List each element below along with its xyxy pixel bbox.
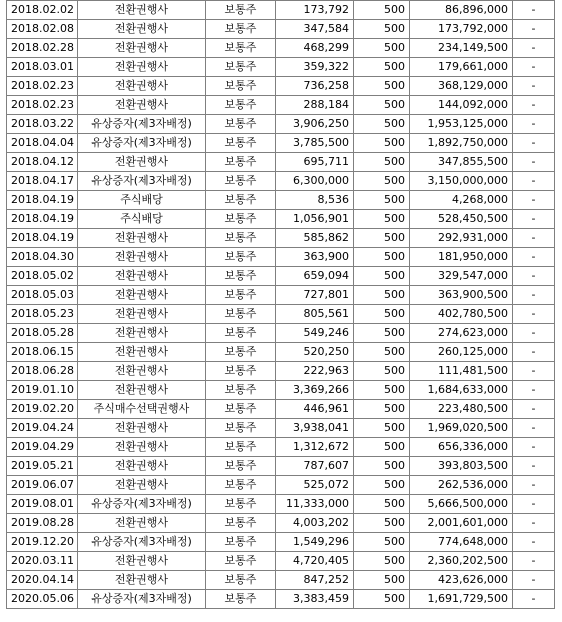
par-value-cell: 500 [354, 96, 410, 115]
par-value-cell: 500 [354, 438, 410, 457]
issue-type-cell: 유상증자(제3자배정) [78, 533, 206, 552]
issue-date-cell: 2018.06.15 [7, 343, 78, 362]
table-row [7, 39, 555, 58]
issue-type-cell: 전환권행사 [78, 286, 206, 305]
issue-type-cell: 유상증자(제3자배정) [78, 495, 206, 514]
par-value-cell: 500 [354, 267, 410, 286]
issue-date-cell: 2018.03.01 [7, 58, 78, 77]
table-row [7, 134, 555, 153]
quantity-cell: 805,561 [276, 305, 354, 324]
stock-kind-cell: 보통주 [206, 495, 276, 514]
note-cell: - [513, 20, 555, 39]
issue-type-cell: 전환권행사 [78, 324, 206, 343]
issue-amount-cell: 393,803,500 [410, 457, 513, 476]
issue-date-cell: 2019.08.28 [7, 514, 78, 533]
table-row [7, 495, 555, 514]
table-row [7, 115, 555, 134]
note-cell: - [513, 552, 555, 571]
par-value-cell: 500 [354, 552, 410, 571]
par-value-cell: 500 [354, 514, 410, 533]
issue-date-cell: 2019.02.20 [7, 400, 78, 419]
issue-date-cell: 2018.02.23 [7, 77, 78, 96]
table-row [7, 381, 555, 400]
quantity-cell: 525,072 [276, 476, 354, 495]
table-row [7, 305, 555, 324]
stock-kind-cell: 보통주 [206, 1, 276, 20]
par-value-cell: 500 [354, 153, 410, 172]
stock-kind-cell: 보통주 [206, 39, 276, 58]
par-value-cell: 500 [354, 476, 410, 495]
stock-kind-cell: 보통주 [206, 381, 276, 400]
issue-date-cell: 2020.05.06 [7, 590, 78, 609]
issue-type-cell: 전환권행사 [78, 476, 206, 495]
issue-type-cell: 유상증자(제3자배정) [78, 590, 206, 609]
issue-amount-cell: 2,001,601,000 [410, 514, 513, 533]
quantity-cell: 222,963 [276, 362, 354, 381]
issue-amount-cell: 179,661,000 [410, 58, 513, 77]
note-cell: - [513, 191, 555, 210]
issue-type-cell: 전환권행사 [78, 362, 206, 381]
table-row [7, 476, 555, 495]
issue-date-cell: 2019.06.07 [7, 476, 78, 495]
issue-type-cell: 전환권행사 [78, 571, 206, 590]
issue-amount-cell: 1,684,633,000 [410, 381, 513, 400]
quantity-cell: 288,184 [276, 96, 354, 115]
stock-kind-cell: 보통주 [206, 343, 276, 362]
issue-amount-cell: 144,092,000 [410, 96, 513, 115]
note-cell: - [513, 438, 555, 457]
issue-type-cell: 전환권행사 [78, 229, 206, 248]
stock-kind-cell: 보통주 [206, 134, 276, 153]
par-value-cell: 500 [354, 324, 410, 343]
issue-amount-cell: 1,969,020,500 [410, 419, 513, 438]
issue-date-cell: 2019.12.20 [7, 533, 78, 552]
note-cell: - [513, 134, 555, 153]
issue-amount-cell: 347,855,500 [410, 153, 513, 172]
issue-type-cell: 유상증자(제3자배정) [78, 172, 206, 191]
table-row [7, 153, 555, 172]
quantity-cell: 1,056,901 [276, 210, 354, 229]
par-value-cell: 500 [354, 571, 410, 590]
stock-kind-cell: 보통주 [206, 172, 276, 191]
issue-type-cell: 전환권행사 [78, 419, 206, 438]
note-cell: - [513, 153, 555, 172]
table-row [7, 267, 555, 286]
issue-type-cell: 유상증자(제3자배정) [78, 134, 206, 153]
issue-date-cell: 2020.03.11 [7, 552, 78, 571]
note-cell: - [513, 476, 555, 495]
quantity-cell: 363,900 [276, 248, 354, 267]
note-cell: - [513, 229, 555, 248]
table-row [7, 77, 555, 96]
issue-date-cell: 2018.03.22 [7, 115, 78, 134]
issue-amount-cell: 1,892,750,000 [410, 134, 513, 153]
table-row [7, 286, 555, 305]
par-value-cell: 500 [354, 305, 410, 324]
note-cell: - [513, 39, 555, 58]
issue-date-cell: 2018.04.19 [7, 191, 78, 210]
note-cell: - [513, 248, 555, 267]
par-value-cell: 500 [354, 362, 410, 381]
issue-date-cell: 2018.02.02 [7, 1, 78, 20]
note-cell: - [513, 267, 555, 286]
par-value-cell: 500 [354, 229, 410, 248]
table-row [7, 229, 555, 248]
note-cell: - [513, 590, 555, 609]
table-row [7, 191, 555, 210]
issue-amount-cell: 2,360,202,500 [410, 552, 513, 571]
par-value-cell: 500 [354, 191, 410, 210]
quantity-cell: 468,299 [276, 39, 354, 58]
issue-type-cell: 전환권행사 [78, 1, 206, 20]
par-value-cell: 500 [354, 248, 410, 267]
table-row [7, 58, 555, 77]
note-cell: - [513, 96, 555, 115]
table-row [7, 400, 555, 419]
stock-kind-cell: 보통주 [206, 324, 276, 343]
issue-type-cell: 전환권행사 [78, 438, 206, 457]
issue-amount-cell: 234,149,500 [410, 39, 513, 58]
issue-type-cell: 전환권행사 [78, 248, 206, 267]
quantity-cell: 3,785,500 [276, 134, 354, 153]
issue-amount-cell: 181,950,000 [410, 248, 513, 267]
quantity-cell: 520,250 [276, 343, 354, 362]
par-value-cell: 500 [354, 495, 410, 514]
issue-amount-cell: 260,125,000 [410, 343, 513, 362]
issue-type-cell: 주식배당 [78, 210, 206, 229]
issue-type-cell: 전환권행사 [78, 153, 206, 172]
issue-date-cell: 2018.02.08 [7, 20, 78, 39]
par-value-cell: 500 [354, 400, 410, 419]
note-cell: - [513, 343, 555, 362]
table-row [7, 1, 555, 20]
issue-type-cell: 주식배당 [78, 191, 206, 210]
table-row [7, 343, 555, 362]
table-row [7, 210, 555, 229]
issue-date-cell: 2018.04.12 [7, 153, 78, 172]
issue-type-cell: 전환권행사 [78, 381, 206, 400]
stock-kind-cell: 보통주 [206, 590, 276, 609]
table-row [7, 362, 555, 381]
par-value-cell: 500 [354, 457, 410, 476]
issue-date-cell: 2018.04.30 [7, 248, 78, 267]
stock-kind-cell: 보통주 [206, 153, 276, 172]
note-cell: - [513, 362, 555, 381]
issue-date-cell: 2018.05.03 [7, 286, 78, 305]
quantity-cell: 659,094 [276, 267, 354, 286]
issue-amount-cell: 3,150,000,000 [410, 172, 513, 191]
issue-amount-cell: 368,129,000 [410, 77, 513, 96]
capital-change-table [6, 0, 555, 609]
note-cell: - [513, 495, 555, 514]
issue-amount-cell: 274,623,000 [410, 324, 513, 343]
issue-type-cell: 전환권행사 [78, 96, 206, 115]
issue-date-cell: 2018.04.17 [7, 172, 78, 191]
par-value-cell: 500 [354, 172, 410, 191]
stock-kind-cell: 보통주 [206, 514, 276, 533]
quantity-cell: 11,333,000 [276, 495, 354, 514]
issue-amount-cell: 656,336,000 [410, 438, 513, 457]
quantity-cell: 736,258 [276, 77, 354, 96]
quantity-cell: 727,801 [276, 286, 354, 305]
issue-type-cell: 전환권행사 [78, 77, 206, 96]
par-value-cell: 500 [354, 343, 410, 362]
stock-kind-cell: 보통주 [206, 533, 276, 552]
table-row [7, 552, 555, 571]
note-cell: - [513, 419, 555, 438]
par-value-cell: 500 [354, 210, 410, 229]
issue-amount-cell: 292,931,000 [410, 229, 513, 248]
table-row [7, 419, 555, 438]
note-cell: - [513, 324, 555, 343]
issue-date-cell: 2018.05.23 [7, 305, 78, 324]
par-value-cell: 500 [354, 134, 410, 153]
stock-kind-cell: 보통주 [206, 248, 276, 267]
note-cell: - [513, 58, 555, 77]
issue-amount-cell: 1,691,729,500 [410, 590, 513, 609]
table-row [7, 172, 555, 191]
issue-type-cell: 전환권행사 [78, 457, 206, 476]
issue-date-cell: 2018.04.19 [7, 229, 78, 248]
quantity-cell: 3,369,266 [276, 381, 354, 400]
note-cell: - [513, 533, 555, 552]
table-row [7, 438, 555, 457]
note-cell: - [513, 286, 555, 305]
stock-kind-cell: 보통주 [206, 96, 276, 115]
issue-date-cell: 2019.04.24 [7, 419, 78, 438]
par-value-cell: 500 [354, 115, 410, 134]
table-row [7, 20, 555, 39]
issue-amount-cell: 86,896,000 [410, 1, 513, 20]
issue-date-cell: 2018.02.23 [7, 96, 78, 115]
stock-kind-cell: 보통주 [206, 362, 276, 381]
note-cell: - [513, 77, 555, 96]
par-value-cell: 500 [354, 1, 410, 20]
issue-date-cell: 2020.04.14 [7, 571, 78, 590]
issue-type-cell: 유상증자(제3자배정) [78, 115, 206, 134]
note-cell: - [513, 305, 555, 324]
stock-kind-cell: 보통주 [206, 58, 276, 77]
quantity-cell: 3,938,041 [276, 419, 354, 438]
table-row [7, 324, 555, 343]
issue-amount-cell: 423,626,000 [410, 571, 513, 590]
quantity-cell: 3,383,459 [276, 590, 354, 609]
table-row [7, 590, 555, 609]
issue-date-cell: 2019.05.21 [7, 457, 78, 476]
quantity-cell: 359,322 [276, 58, 354, 77]
quantity-cell: 347,584 [276, 20, 354, 39]
issue-amount-cell: 402,780,500 [410, 305, 513, 324]
issue-type-cell: 전환권행사 [78, 343, 206, 362]
issue-type-cell: 전환권행사 [78, 267, 206, 286]
issue-date-cell: 2018.04.19 [7, 210, 78, 229]
issue-amount-cell: 5,666,500,000 [410, 495, 513, 514]
issue-type-cell: 전환권행사 [78, 20, 206, 39]
issue-amount-cell: 329,547,000 [410, 267, 513, 286]
issue-date-cell: 2018.02.28 [7, 39, 78, 58]
stock-kind-cell: 보통주 [206, 77, 276, 96]
issue-amount-cell: 111,481,500 [410, 362, 513, 381]
quantity-cell: 1,312,672 [276, 438, 354, 457]
quantity-cell: 3,906,250 [276, 115, 354, 134]
stock-kind-cell: 보통주 [206, 20, 276, 39]
quantity-cell: 787,607 [276, 457, 354, 476]
stock-kind-cell: 보통주 [206, 476, 276, 495]
note-cell: - [513, 172, 555, 191]
par-value-cell: 500 [354, 533, 410, 552]
issue-amount-cell: 262,536,000 [410, 476, 513, 495]
issue-date-cell: 2018.05.02 [7, 267, 78, 286]
stock-kind-cell: 보통주 [206, 400, 276, 419]
issue-amount-cell: 774,648,000 [410, 533, 513, 552]
quantity-cell: 847,252 [276, 571, 354, 590]
issue-date-cell: 2018.04.04 [7, 134, 78, 153]
issue-amount-cell: 363,900,500 [410, 286, 513, 305]
table-row [7, 248, 555, 267]
par-value-cell: 500 [354, 419, 410, 438]
issue-amount-cell: 528,450,500 [410, 210, 513, 229]
issue-type-cell: 전환권행사 [78, 514, 206, 533]
stock-kind-cell: 보통주 [206, 457, 276, 476]
quantity-cell: 6,300,000 [276, 172, 354, 191]
stock-kind-cell: 보통주 [206, 115, 276, 134]
note-cell: - [513, 381, 555, 400]
par-value-cell: 500 [354, 39, 410, 58]
par-value-cell: 500 [354, 77, 410, 96]
stock-kind-cell: 보통주 [206, 191, 276, 210]
table-row [7, 571, 555, 590]
stock-kind-cell: 보통주 [206, 552, 276, 571]
issue-amount-cell: 173,792,000 [410, 20, 513, 39]
note-cell: - [513, 457, 555, 476]
table-row [7, 457, 555, 476]
note-cell: - [513, 571, 555, 590]
note-cell: - [513, 210, 555, 229]
quantity-cell: 446,961 [276, 400, 354, 419]
quantity-cell: 8,536 [276, 191, 354, 210]
stock-kind-cell: 보통주 [206, 305, 276, 324]
issue-type-cell: 전환권행사 [78, 552, 206, 571]
issue-amount-cell: 4,268,000 [410, 191, 513, 210]
table-row [7, 96, 555, 115]
issue-date-cell: 2019.08.01 [7, 495, 78, 514]
stock-kind-cell: 보통주 [206, 267, 276, 286]
stock-kind-cell: 보통주 [206, 438, 276, 457]
issue-date-cell: 2019.01.10 [7, 381, 78, 400]
par-value-cell: 500 [354, 20, 410, 39]
issue-amount-cell: 1,953,125,000 [410, 115, 513, 134]
quantity-cell: 695,711 [276, 153, 354, 172]
issue-amount-cell: 223,480,500 [410, 400, 513, 419]
note-cell: - [513, 115, 555, 134]
table-row [7, 533, 555, 552]
par-value-cell: 500 [354, 58, 410, 77]
stock-kind-cell: 보통주 [206, 210, 276, 229]
issue-type-cell: 전환권행사 [78, 305, 206, 324]
issue-date-cell: 2018.06.28 [7, 362, 78, 381]
stock-kind-cell: 보통주 [206, 286, 276, 305]
stock-kind-cell: 보통주 [206, 229, 276, 248]
par-value-cell: 500 [354, 286, 410, 305]
quantity-cell: 549,246 [276, 324, 354, 343]
quantity-cell: 4,720,405 [276, 552, 354, 571]
note-cell: - [513, 400, 555, 419]
note-cell: - [513, 514, 555, 533]
issue-date-cell: 2019.04.29 [7, 438, 78, 457]
quantity-cell: 173,792 [276, 1, 354, 20]
table-body [7, 1, 555, 609]
par-value-cell: 500 [354, 381, 410, 400]
par-value-cell: 500 [354, 590, 410, 609]
issue-date-cell: 2018.05.28 [7, 324, 78, 343]
quantity-cell: 1,549,296 [276, 533, 354, 552]
quantity-cell: 4,003,202 [276, 514, 354, 533]
table-row [7, 514, 555, 533]
issue-type-cell: 주식매수선택권행사 [78, 400, 206, 419]
stock-kind-cell: 보통주 [206, 419, 276, 438]
quantity-cell: 585,862 [276, 229, 354, 248]
note-cell: - [513, 1, 555, 20]
issue-type-cell: 전환권행사 [78, 39, 206, 58]
stock-kind-cell: 보통주 [206, 571, 276, 590]
issue-type-cell: 전환권행사 [78, 58, 206, 77]
